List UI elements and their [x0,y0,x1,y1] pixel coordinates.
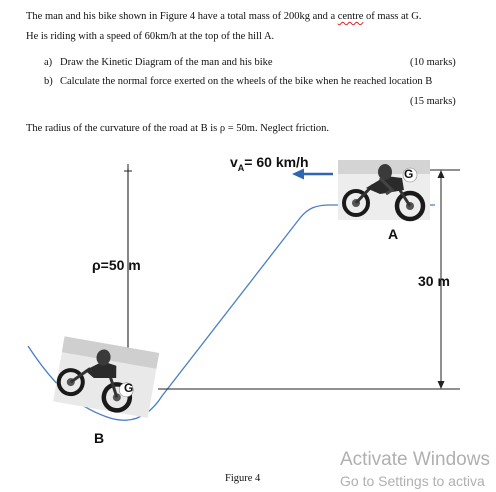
item-b-marks: (15 marks) [410,96,456,107]
figure-caption: Figure 4 [225,473,261,484]
radius-text: The radius of the curvature of the road at B is ρ = 50m. Neglect friction. [26,123,330,134]
spellcheck-word: centre [337,11,364,22]
item-a-marker: a) [44,57,53,68]
velocity-symbol: v [230,154,238,170]
velocity-value: = 60 km/h [244,154,309,170]
height-label: 30 m [418,273,450,289]
activate-windows-watermark: Activate Windows [340,449,490,470]
item-a-marks: (10 marks) [410,57,456,68]
item-b-marker: b) [44,76,53,87]
motorcycle-photo-bottom [53,336,159,418]
velocity-label [230,154,309,173]
g-label-top: G [404,167,414,181]
activate-windows-subtext: Go to Settings to activa [340,473,485,489]
height-arrow-top [438,170,445,178]
problem-line-2: He is riding with a speed of 60km/h at the top of the hill A. [26,31,275,42]
point-a-label: A [388,226,399,242]
rho-label: ρ=50 m [92,257,141,273]
item-a-text: Draw the Kinetic Diagram of the man and his bike [60,57,273,68]
g-label-bottom: G [124,381,134,395]
motorcycle-photo-top [338,160,430,220]
problem-line-1-end: of mass at G. [363,11,422,22]
height-arrow-bottom [438,381,445,389]
velocity-subscript: A [237,162,245,173]
point-b-label: B [94,430,105,446]
item-b-text: Calculate the normal force exerted on the wheels of the bike when he reached location B [60,76,433,87]
problem-line-1-start: The man and his bike shown in Figure 4 have a total mass of 200kg and a [26,11,338,22]
